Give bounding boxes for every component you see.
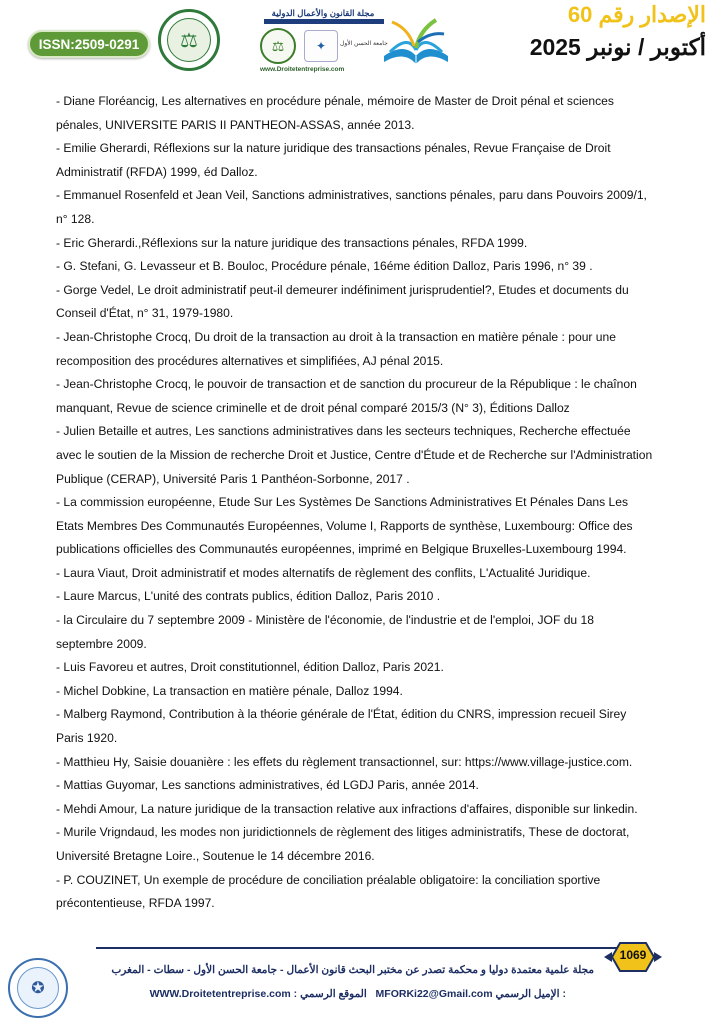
reference-item: - Eric Gherardi.,Réflexions sur la nature juridique des transactions pénales, RFDA 1999.: [56, 235, 528, 250]
lab-emblem-logo: [158, 9, 220, 71]
issue-number: الإصدار رقم 60: [567, 2, 706, 27]
university-logo-icon: ✦: [304, 30, 338, 62]
footer-site[interactable]: WWW.Droitetentreprise.com: [149, 988, 291, 1000]
reference-item: - P. COUZINET, Un exemple de procédure de conciliation préalable obligatoire: la conciliation sportive précontentieuse, RFDA 1997.: [56, 872, 601, 911]
reference-item: - Emilie Gherardi, Réflexions sur la nature juridique des transactions pénales, Revue Française de Droit Administratif (RFDA) 1999, éd Dalloz.: [56, 141, 611, 179]
reference-item: - Mehdi Amour, La nature juridique de la transaction relative aux infractions d'affaires, disponible sur linkedin.: [56, 801, 638, 816]
footer-site-label: : الموقع الرسمي: [293, 988, 367, 1000]
reference-item: - Michel Dobkine, La transaction en matière pénale, Dalloz 1994.: [56, 683, 403, 698]
journal-title-underline: [264, 19, 384, 24]
reference-item: - Laura Viaut, Droit administratif et modes alternatifs de règlement des conflits, L'Actualité Juridique.: [56, 565, 591, 580]
reference-item: - Matthieu Hy, Saisie douanière : les effets du règlement transactionnel, sur: https://www.village-justice.com.: [56, 754, 633, 769]
reference-item: - La commission européenne, Etude Sur Les Systèmes De Sanctions Administratives Et Pénales Dans Les Etats Membres Des Communautés Européennes, Volume I, Rapports de synthèse, Luxembourg: Office des publications officielles des Communautés européennes, imprimé en Belgique Bruxelles-Luxembourg 1994.: [56, 495, 633, 557]
reference-item: - Luis Favoreu et autres, Droit constitutionnel, édition Dalloz, Paris 2021.: [56, 660, 444, 675]
reference-item: - Jean-Christophe Crocq, le pouvoir de transaction et de sanction du procureur de la République : le chaînon manquant, Revue de science criminelle et de droit pénal comparé 2015/3 (N° 3), Éditions Dalloz: [56, 377, 637, 415]
footer-divider: [96, 947, 626, 949]
journal-title: مجلة القانون والأعمال الدولية: [271, 8, 375, 18]
reference-item: - Emmanuel Rosenfeld et Jean Veil, Sanctions administratives, sanctions pénales, paru dans Pouvoirs 2009/1, n° 128.: [56, 188, 647, 226]
reference-item: - Julien Betaille et autres, Les sanctions administratives dans les secteurs techniques, Recherche effectuée avec le soutien de la Mission de recherche Droit et Justice, Centre d'Étude et de Recherche sur l'Administration Publique (CERAP), Université Paris 1 Panthéon-Sorbonne, 2017 .: [56, 424, 653, 486]
issue-date: أكتوبر / نونبر 2025: [529, 34, 706, 60]
journal-logo: [228, 8, 458, 72]
scales-of-justice-icon: ⚖: [167, 18, 211, 62]
footer-journal-description: مجلة علمية معتمدة دوليا و محكمة تصدر عن مختبر البحث قانون الأعمال - جامعة الحسن الأول - سطات - المغرب: [111, 964, 594, 976]
emblem-icon: ✪: [17, 967, 59, 1009]
reference-list: [56, 90, 654, 916]
footer-email[interactable]: MFORKi22@Gmail.com: [375, 988, 493, 1000]
lab-small-logo-icon: ⚖: [260, 28, 296, 64]
open-book-icon: [378, 12, 454, 72]
issn-badge: ISSN:2509-0291: [28, 30, 150, 58]
reference-item: - Mattias Guyomar, Les sanctions administratives, éd LGDJ Paris, année 2014.: [56, 778, 479, 793]
reference-item: - Malberg Raymond, Contribution à la théorie générale de l'État, édition du CNRS, impression recueil Sirey Paris 1920.: [56, 707, 627, 746]
reference-item: - Diane Floréancig, Les alternatives en procédure pénale, mémoire de Master de Droit pénal et sciences pénales, UNIVERSITE PARIS II PANTHEON-ASSAS, année 2013.: [56, 94, 614, 132]
reference-item: - Gorge Vedel, Le droit administratif peut-il demeurer indéfiniment jurisprudentiel?, Etudes et documents du Conseil d'État, n° 31, 1979-1980.: [56, 282, 629, 321]
reference-item: - Murile Vrigndaud, les modes non juridictionnels de règlement des litiges administratifs, These de doctorat, Université Bretagne Loire., Soutenue le 14 décembre 2016.: [56, 825, 630, 863]
reference-item: - G. Stefani, G. Levasseur et B. Bouloc, Procédure pénale, 16éme édition Dalloz, Paris 1996, n° 39 .: [56, 259, 593, 274]
university-logo-text: جامعة الحسن الأول: [340, 41, 388, 47]
reference-item: - la Circulaire du 7 septembre 2009 - Ministère de l'économie, de l'industrie et de l'emploi, JOF du 18 septembre 2009.: [56, 613, 594, 651]
page-number: 1069: [619, 948, 647, 962]
reference-item: - Jean-Christophe Crocq, Du droit de la transaction au droit à la transaction en matière pénale : pour une recomposition des procédures alternatives et simplifiées, AJ pénal 2015.: [56, 329, 616, 368]
footer-contact: [96, 988, 566, 1000]
footer-emblem-logo: [8, 958, 68, 1018]
footer-email-label: الإميل الرسمي :: [495, 988, 566, 1000]
reference-item: - Laure Marcus, L'unité des contrats publics, édition Dalloz, Paris 2010 .: [56, 589, 441, 604]
journal-website: www.Droitetentreprise.com: [260, 66, 345, 73]
